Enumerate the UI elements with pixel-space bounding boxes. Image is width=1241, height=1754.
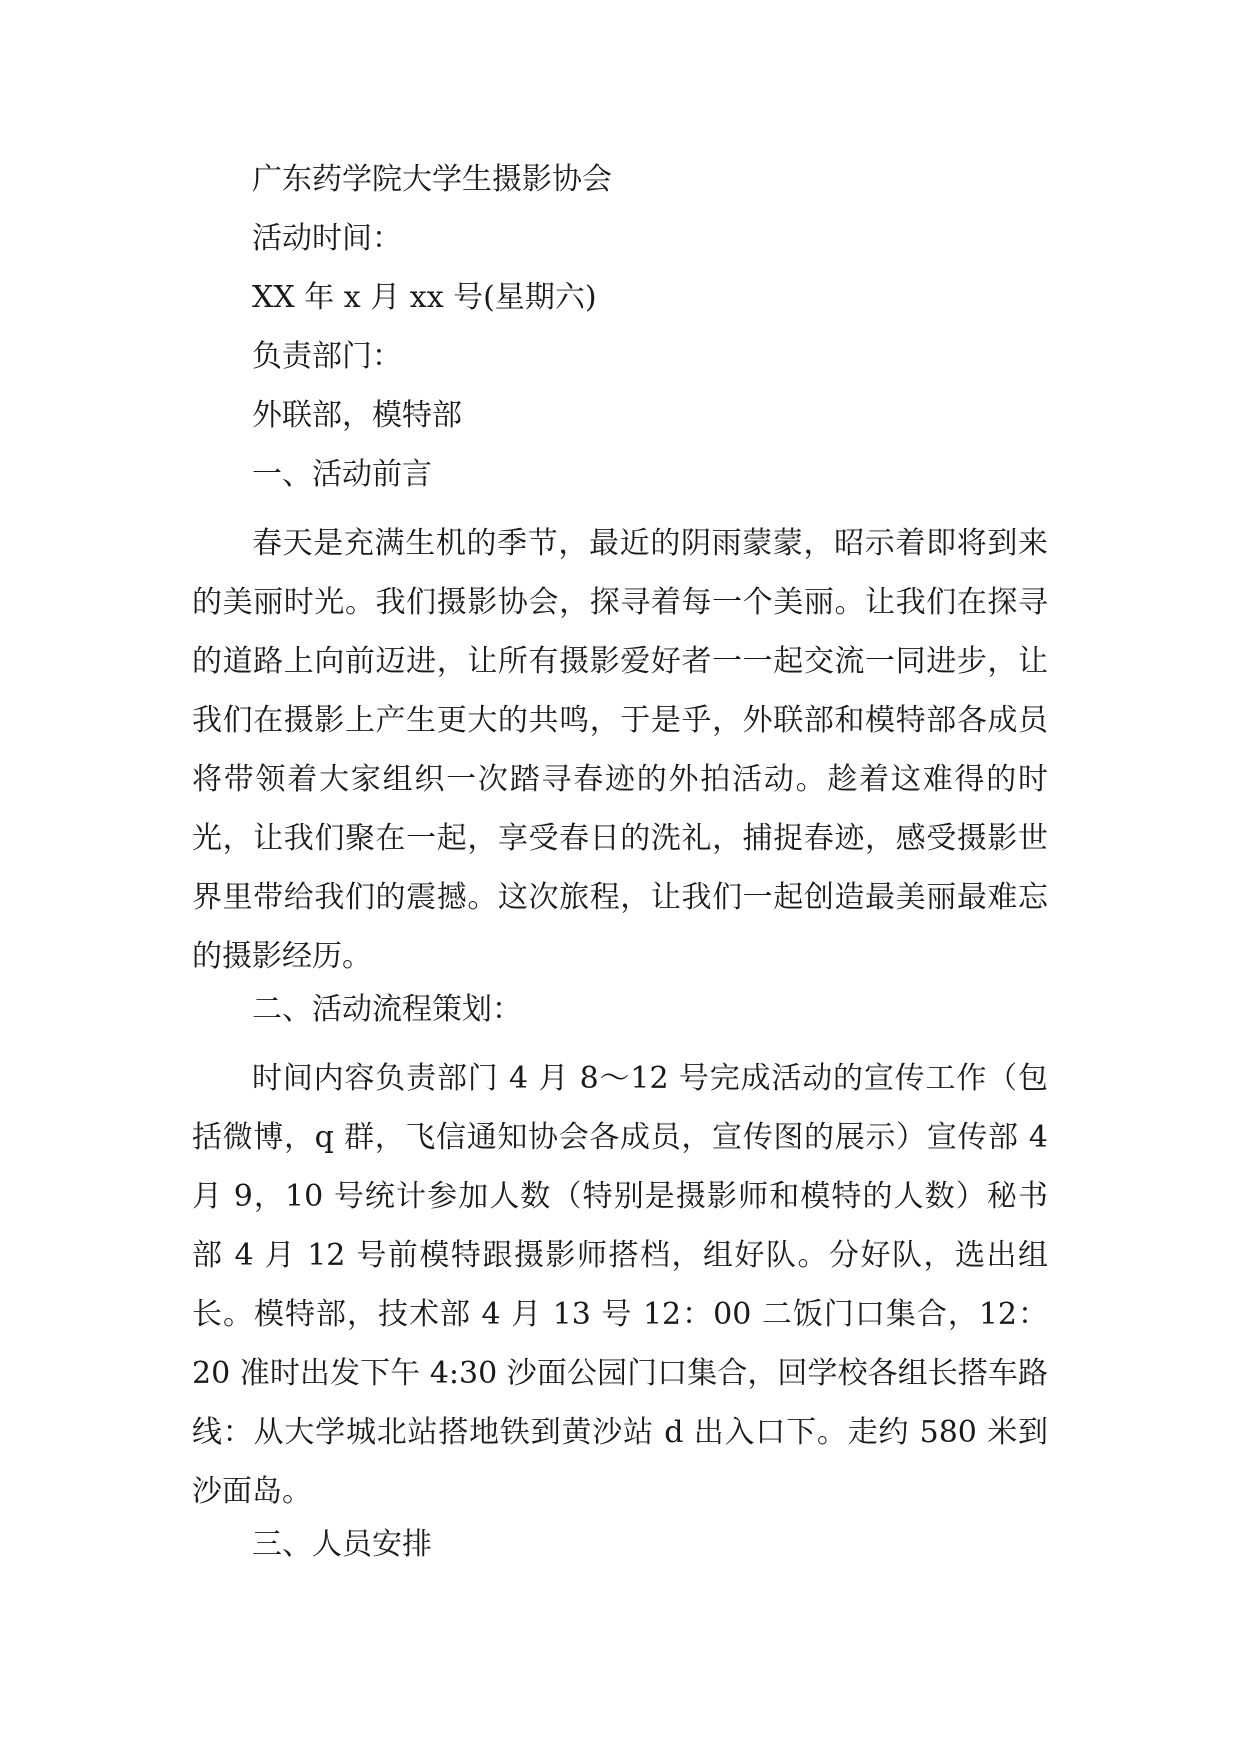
activity-time-label: 活动时间： (252, 221, 402, 256)
section-heading-process: 二、活动流程策划： (252, 992, 522, 1027)
organization-name: 广东药学院大学生摄影协会 (252, 162, 612, 197)
section-body-preface: 春天是充满生机的季节，最近的阴雨蒙蒙，昭示着即将到来的美丽时光。我们摄影协会，探寻着每一个美丽。让我们在探寻的道路上向前迈进，让所有摄影爱好者一一起交流一同进步，让我们在摄影上产生更大的共鸣，于是乎，外联部和模特部各成员将带领着大家组织一次踏寻春迹的外拍活动。趁着这难得的时光，让我们聚在一起，享受春日的洗礼，捕捉春迹，感受摄影世界里带给我们的震撼。这次旅程，让我们一起创造最美丽最难忘的摄影经历。 (192, 526, 1048, 974)
section-heading-staffing: 三、人员安排 (252, 1527, 432, 1562)
activity-time-value: XX 年 x 月 xx 号(星期六) (252, 280, 597, 315)
document-content (192, 160, 1048, 1584)
responsible-dept-value: 外联部，模特部 (252, 398, 462, 433)
section-body-process: 时间内容负责部门 4 月 8～12 号完成活动的宣传工作（包括微博，q 群，飞信通知协会各成员，宣传图的展示）宣传部 4 月 9，10 号统计参加人数（特别是摄影师和模特的人数）秘书部 4 月 12 号前模特跟摄影师搭档，组好队。分好队，选出组长。模特部，技术部 4 月 13 号 12：00 二饭门口集合，12：20 准时出发下午 4:30 沙面公园门口集合，回学校各组长搭车路线：从大学城北站搭地铁到黄沙站 d 出入口下。走约 580 米到沙面岛。 (192, 1061, 1048, 1509)
responsible-dept-label: 负责部门： (252, 339, 402, 374)
section-heading-preface: 一、活动前言 (252, 457, 432, 492)
